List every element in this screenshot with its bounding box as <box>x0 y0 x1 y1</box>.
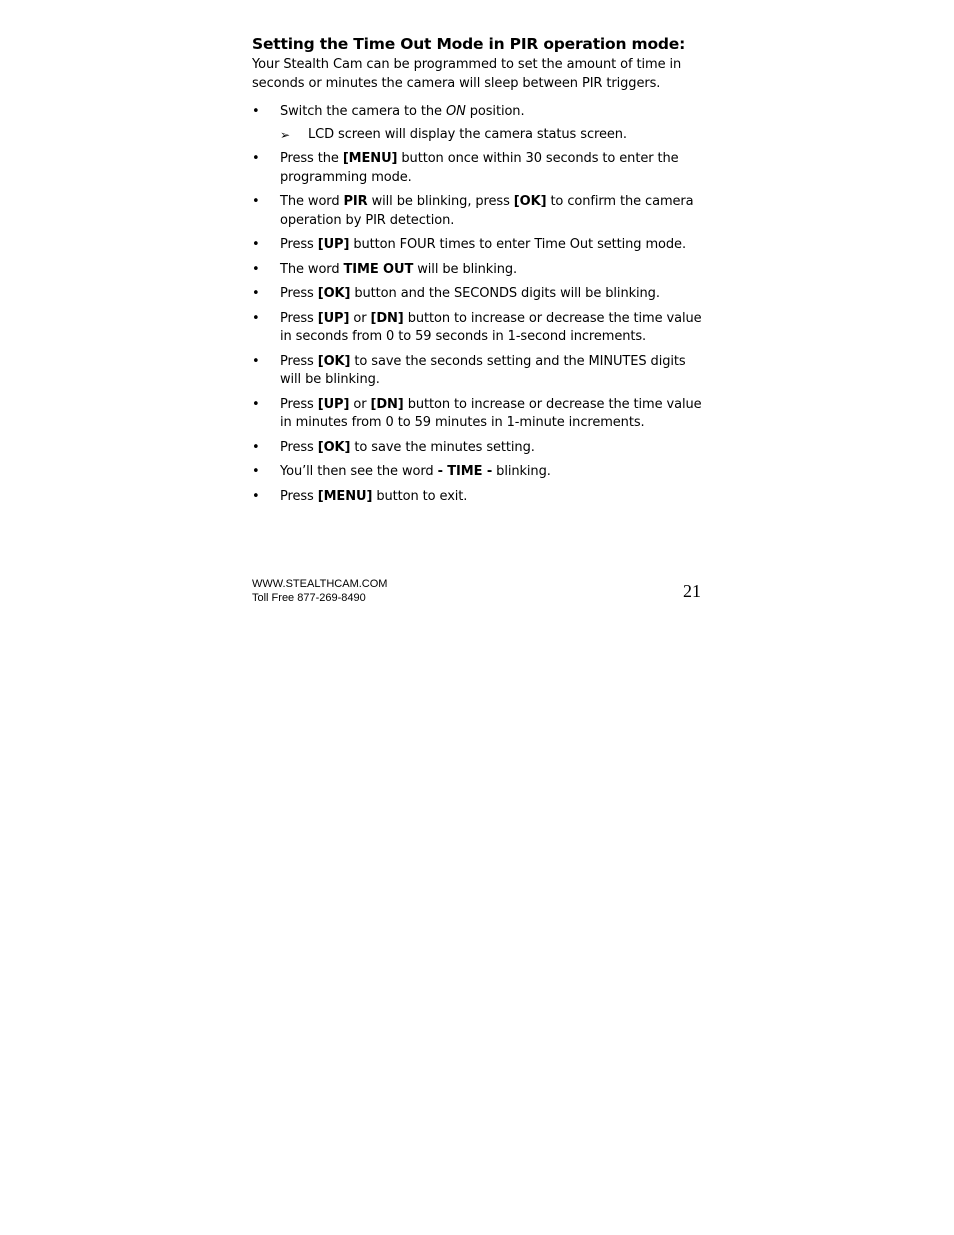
step-text-bold: TIME OUT <box>343 261 414 277</box>
list-item <box>252 353 704 390</box>
step-text: position. <box>465 104 525 119</box>
bullet-icon: • <box>252 104 260 119</box>
step-text: button and the SECONDS digits will be blinking. <box>350 286 660 301</box>
step-text: The word <box>280 261 344 277</box>
step-text-bold: [DN] <box>370 310 404 326</box>
step-text: Press <box>280 488 318 504</box>
bullet-icon: • <box>252 261 260 277</box>
step-text: button once within 30 seconds to enter the programming mode. <box>280 151 679 185</box>
step-text: The word <box>280 194 344 209</box>
list-item <box>252 310 704 347</box>
bullet-icon: • <box>252 194 260 209</box>
step-text-bold: [UP] <box>317 396 350 412</box>
list-item <box>252 463 704 482</box>
step-text: Press <box>280 237 318 252</box>
bullet-icon: • <box>252 310 260 326</box>
step-text: button FOUR times to enter Time Out setting mode. <box>349 237 686 252</box>
list-item <box>252 488 704 507</box>
step-text: or <box>349 396 371 412</box>
page-footer <box>252 578 704 608</box>
step-text: Press the <box>280 151 343 166</box>
step-text: blinking. <box>492 464 551 479</box>
step-text-bold: [OK] <box>317 439 351 455</box>
bullet-icon: • <box>252 151 260 166</box>
step-text: to save the minutes setting. <box>350 439 535 455</box>
step-text: Press <box>280 396 318 412</box>
list-item <box>252 193 704 230</box>
step-text-bold: [MENU] <box>317 488 373 504</box>
step-text: Press <box>280 439 318 455</box>
bullet-icon: • <box>252 439 260 455</box>
list-item <box>252 150 704 187</box>
intro-paragraph: Your Stealth Cam can be programmed to set the amount of time in seconds or minutes the camera will sleep between PIR triggers. <box>252 57 682 91</box>
page-content <box>252 34 704 512</box>
sub-item <box>280 126 704 145</box>
list-item <box>252 396 704 433</box>
footer-website: WWW.STEALTHCAM.COM <box>252 578 388 590</box>
bullet-icon: • <box>252 396 260 412</box>
step-text: You’ll then see the word <box>280 464 438 479</box>
step-text: to confirm the camera operation by PIR detection. <box>280 194 694 228</box>
bullet-icon: • <box>252 464 260 479</box>
step-text: to save the seconds setting and the MINUTES digits will be blinking. <box>280 353 686 387</box>
step-text: button to increase or decrease the time value in seconds from 0 to 59 seconds in 1-second increments. <box>280 310 702 344</box>
step-text: button to increase or decrease the time value in minutes from 0 to 59 minutes in 1-minute increments. <box>280 396 702 430</box>
step-text: Press <box>280 353 318 369</box>
list-item <box>252 439 704 458</box>
list-item <box>252 103 704 144</box>
step-text-italic: ON <box>445 104 466 119</box>
step-text-bold: [UP] <box>317 237 350 252</box>
step-text-bold: - TIME - <box>437 464 493 479</box>
bullet-icon: • <box>252 488 260 504</box>
sub-item-text: LCD screen will display the camera status screen. <box>308 126 627 142</box>
step-text-bold: [OK] <box>317 286 351 301</box>
footer-contact <box>252 578 387 605</box>
bullet-icon: • <box>252 237 260 252</box>
section-heading: Setting the Time Out Mode in PIR operation mode: <box>252 35 686 53</box>
list-item <box>252 236 704 255</box>
step-text-bold: [MENU] <box>342 151 398 166</box>
step-text-bold: [OK] <box>513 194 547 209</box>
step-text-bold: [DN] <box>370 396 404 412</box>
step-text-bold: [UP] <box>317 310 350 326</box>
step-text: will be blinking, press <box>367 194 514 209</box>
step-text-bold: PIR <box>343 194 368 209</box>
step-text-bold: [OK] <box>317 353 351 369</box>
step-text: will be blinking. <box>413 261 518 277</box>
bullet-icon: • <box>252 353 260 369</box>
step-text: Press <box>280 286 318 301</box>
arrow-bullet-icon: ➢ <box>280 127 290 142</box>
step-text: Switch the camera to the <box>280 104 446 119</box>
page-number: 21 <box>683 581 701 601</box>
step-text: button to exit. <box>372 488 468 504</box>
bullet-icon: • <box>252 286 260 301</box>
footer-toll-free: Toll Free 877-269-8490 <box>252 591 366 604</box>
step-list <box>252 103 704 506</box>
list-item <box>252 285 704 304</box>
step-text: or <box>349 310 371 326</box>
list-item <box>252 261 704 280</box>
step-text: Press <box>280 310 318 326</box>
